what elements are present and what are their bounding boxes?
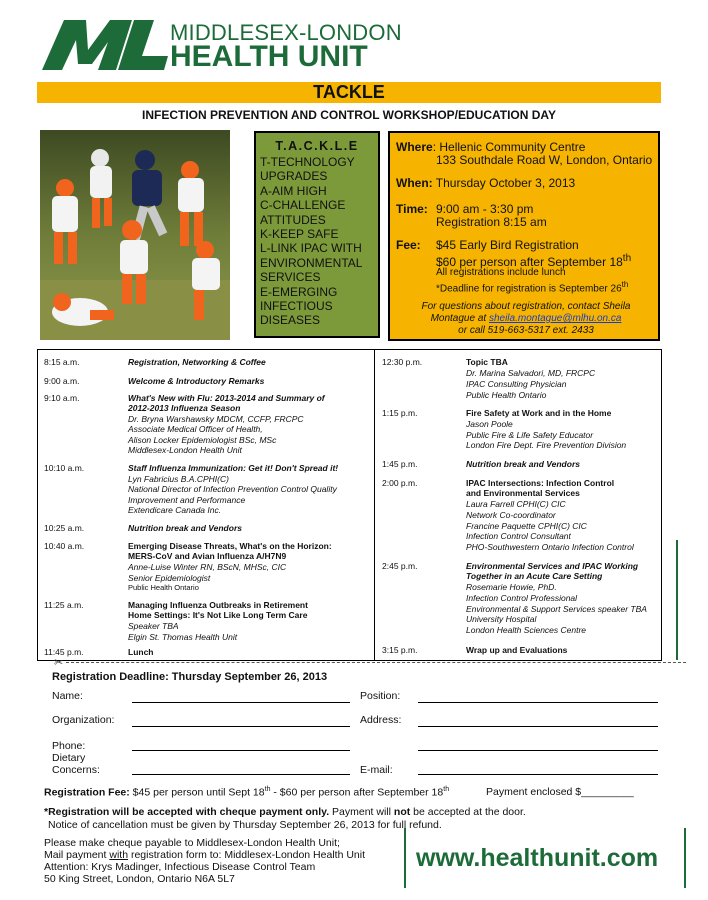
when-row <box>396 177 575 190</box>
organization-field[interactable] <box>132 726 350 727</box>
mail-line2-a: Mail payment <box>44 849 110 861</box>
schedule-detail: Improvement and Performance <box>128 495 246 505</box>
schedule-detail: Lyn Fabricius B.A.CPHI(C) <box>128 474 229 484</box>
phone-field[interactable] <box>132 750 350 751</box>
time-row <box>396 203 428 216</box>
schedule-time: 11:45 p.m. <box>44 647 84 657</box>
mail-instructions-line: 50 King Street, London, Ontario N6A 5L7 <box>44 873 235 885</box>
schedule-detail: Elgin St. Thomas Health Unit <box>128 632 238 642</box>
fee-label: Registration Fee: <box>44 786 130 799</box>
address-label: Address: <box>360 714 402 726</box>
schedule-detail: Dr. Marina Salvadori, MD, FRCPC <box>466 368 596 378</box>
schedule-time: 8:15 a.m. <box>44 357 80 367</box>
schedule-detail: Middlesex-London Health Unit <box>128 445 242 455</box>
mail-instructions-line: Please make cheque payable to Middlesex-London Health Unit; <box>44 837 340 849</box>
registration-fee-line <box>44 786 449 799</box>
schedule-time: 9:10 a.m. <box>44 393 80 403</box>
schedule-title: Registration, Networking & Coffee <box>128 357 266 367</box>
time-line1: 9:00 am - 3:30 pm <box>436 202 534 216</box>
schedule-time: 2:45 p.m. <box>382 561 418 571</box>
cheque-note-not: not <box>393 806 411 818</box>
registration-deadline: Registration Deadline: Thursday September 26, 2013 <box>52 671 328 683</box>
schedule-detail: Jason Poole <box>466 419 513 429</box>
logo-text-line2: HEALTH UNIT <box>170 40 368 73</box>
schedule-detail: Public Health Ontario <box>466 390 547 400</box>
where-line2: 133 Southdale Road W, London, Ontario <box>436 153 653 167</box>
schedule-title: Nutrition break and Vendors <box>128 523 242 533</box>
tackle-line: INFECTIOUS <box>260 299 333 314</box>
fee-text2: - $60 per person after September 18 <box>270 786 444 799</box>
tackle-line: L-LINK IPAC WITH <box>260 241 362 256</box>
football-players-photo <box>40 130 230 340</box>
tackle-line: C-CHALLENGE <box>260 198 346 213</box>
tackle-line: UPGRADES <box>260 169 328 184</box>
registration-questions <box>398 301 654 337</box>
when-label: When: <box>396 176 433 190</box>
schedule-time: 2:00 p.m. <box>382 478 418 488</box>
fee-label: Fee: <box>396 238 421 252</box>
cheque-note-text: Payment will <box>329 806 394 818</box>
schedule-detail: Associate Medical Officer of Health, <box>128 424 263 434</box>
green-rule <box>676 540 678 660</box>
dietary-concerns-field[interactable] <box>132 774 350 775</box>
schedule-detail: Francine Paquette CPHI(C) CIC <box>466 521 587 531</box>
cut-line <box>66 662 686 663</box>
mail-line2-with: with <box>109 849 129 861</box>
schedule-time: 10:10 a.m. <box>44 463 85 473</box>
phone-label: Phone: <box>52 740 86 752</box>
logo-text-line1: MIDDLESEX-LONDON <box>170 20 402 45</box>
tackle-line: SERVICES <box>260 270 321 285</box>
schedule-title: Wrap up and Evaluations <box>466 645 568 655</box>
event-info-box <box>388 131 660 341</box>
fee-row <box>396 239 421 252</box>
tackle-line: ENVIRONMENTAL <box>260 255 363 270</box>
schedule-detail: Extendicare Canada Inc. <box>128 505 222 515</box>
schedule-time: 12:30 p.m. <box>382 357 423 367</box>
email-label: E-mail: <box>360 764 393 776</box>
schedule-detail: Alison Locker Epidemiologist BSc, MSc <box>128 435 277 445</box>
mail-line2-b: registration form to: Middlesex-London Health Unit <box>128 849 365 861</box>
schedule-time: 3:15 p.m. <box>382 645 418 655</box>
questions-line2-prefix: Montague at <box>430 313 489 324</box>
schedule-detail: Anne-Luise Winter RN, BScN, MHSc, CIC <box>128 562 287 572</box>
cheque-note-bold: *Registration will be accepted with cheque payment only. <box>44 806 330 818</box>
schedule-title: MERS-CoV and Avian Influenza A/H7N9 <box>128 551 287 561</box>
schedule-detail: Public Health Ontario <box>128 583 199 592</box>
questions-line2 <box>398 313 654 325</box>
name-field[interactable] <box>132 702 350 703</box>
name-label: Name: <box>52 690 83 702</box>
schedule-time: 11:25 a.m. <box>44 600 84 610</box>
page-subtitle: INFECTION PREVENTION AND CONTROL WORKSHOP/EDUCATION DAY <box>141 108 557 122</box>
schedule-detail: Infection Control Consultant <box>466 531 571 541</box>
schedule-title: Nutrition break and Vendors <box>466 459 580 469</box>
schedule-title: Together in an Acute Care Setting <box>466 571 603 581</box>
schedule-title: Fire Safety at Work and in the Home <box>466 408 612 418</box>
dietary-label: Dietary <box>52 752 86 764</box>
contact-email-link[interactable]: sheila.montague@mlhu.on.ca <box>488 313 622 324</box>
fee-line2-superscript: th <box>622 253 632 264</box>
where-line1: Hellenic Community Centre <box>439 140 586 154</box>
tackle-line: DISEASES <box>260 313 321 328</box>
page-title: TACKLE <box>37 82 661 103</box>
fee-line3: All registrations include lunch <box>436 267 566 278</box>
schedule-detail: Network Co-coordinator <box>466 510 556 520</box>
schedule-title: Lunch <box>128 647 154 657</box>
schedule-detail: London Fire Dept. Fire Prevention Division <box>466 440 627 450</box>
organization-label: Organization: <box>52 714 115 726</box>
time-line2: Registration 8:15 am <box>436 215 547 229</box>
where-row: Where: Hellenic Community Centre <box>396 140 586 154</box>
schedule-title: Topic TBA <box>466 357 508 367</box>
schedule-title: IPAC Intersections: Infection Control <box>466 478 615 488</box>
mail-instructions-line <box>44 849 365 861</box>
schedule-detail: Environmental & Support Services speaker TBA <box>466 604 647 614</box>
questions-line1: For questions about registration, contact Sheila <box>421 301 631 312</box>
tackle-heading: T.A.C.K.L.E <box>275 139 359 153</box>
tackle-line: A-AIM HIGH <box>260 183 327 198</box>
tackle-line: E-EMERGING <box>260 284 338 299</box>
fee-line4: *Deadline for registration is September 26 <box>436 283 622 295</box>
health-unit-logo-icon <box>42 20 168 70</box>
cancellation-note: Notice of cancellation must be given by Thursday September 26, 2013 for full refund. <box>48 819 442 831</box>
schedule-time: 1:45 p.m. <box>382 459 418 469</box>
schedule-detail: Dr. Bryna Warshawsky MDCM, CCFP, FRCPC <box>128 414 304 424</box>
fee-superscript: th <box>443 786 450 793</box>
where-label: Where <box>396 140 433 154</box>
schedule-column-divider <box>374 349 375 661</box>
fee-superscript: th <box>264 786 271 793</box>
schedule-title: Home Settings: It's Not Like Long Term Care <box>128 610 308 620</box>
schedule-title: Managing Influenza Outbreaks in Retirement <box>128 600 308 610</box>
schedule-detail: PHO-Southwestern Ontario Infection Control <box>466 542 634 552</box>
when-value: Thursday October 3, 2013 <box>435 176 576 190</box>
schedule-title: and Environmental Services <box>466 488 580 498</box>
cheque-payment-note <box>44 806 526 818</box>
schedule-detail: University Hospital <box>466 614 537 624</box>
schedule-detail: Speaker TBA <box>128 621 179 631</box>
questions-line3: or call 519-663-5317 ext. 2433 <box>458 325 594 336</box>
schedule-detail: Public Fire & Life Safety Educator <box>466 430 594 440</box>
schedule-detail: National Director of Infection Prevention Control Quality <box>128 484 337 494</box>
fee-line1: $45 Early Bird Registration <box>436 238 579 252</box>
website-link[interactable]: www.healthunit.com <box>416 844 659 872</box>
fee-line4-superscript: th <box>621 280 629 289</box>
schedule-title: Staff Influenza Immunization: Get it! Don't Spread it! <box>128 463 339 473</box>
payment-enclosed-field[interactable]: Payment enclosed $_________ <box>486 786 634 798</box>
schedule-detail: London Health Sciences Centre <box>466 625 587 635</box>
scissors-icon: ✂ <box>54 657 64 669</box>
tackle-line: K-KEEP SAFE <box>260 227 339 242</box>
position-label: Position: <box>360 690 401 702</box>
schedule-time: 9:00 a.m. <box>44 376 80 386</box>
address-field-line2[interactable] <box>418 750 658 751</box>
schedule-title: Welcome & Introductory Remarks <box>128 376 265 386</box>
green-rule <box>404 828 406 888</box>
schedule-detail: IPAC Consulting Physician <box>466 379 567 389</box>
schedule-time: 1:15 p.m. <box>382 408 418 418</box>
schedule-title: What's New with Flu: 2013-2014 and Summary of <box>128 393 325 403</box>
tackle-line: ATTITUDES <box>260 212 326 227</box>
fee-text1: $45 per person until Sept 18 <box>129 786 265 799</box>
schedule-title: Environmental Services and IPAC Working <box>466 561 639 571</box>
email-field[interactable] <box>418 774 658 775</box>
green-rule <box>684 828 686 888</box>
schedule-title: 2012-2013 Influenza Season <box>128 403 241 413</box>
schedule-detail: Infection Control Professional <box>466 593 578 603</box>
schedule-detail: Senior Epidemiologist <box>128 573 211 583</box>
schedule-detail: Laura Farrell CPHI(C) CIC <box>466 499 566 509</box>
schedule-time: 10:25 a.m. <box>44 523 85 533</box>
tackle-acronym-box <box>254 131 380 338</box>
time-label: Time: <box>396 202 428 216</box>
concerns-label: Concerns: <box>52 764 100 776</box>
schedule-title: Emerging Disease Threats, What's on the Horizon: <box>128 541 332 551</box>
address-field[interactable] <box>418 726 658 727</box>
tackle-line: T-TECHNOLOGY <box>260 155 355 169</box>
mail-instructions-line: Attention: Krys Madinger, Infectious Disease Control Team <box>44 861 316 873</box>
fee-line4-row <box>436 278 628 295</box>
schedule-time: 10:40 a.m. <box>44 541 85 551</box>
schedule-detail: Rosemarie Howie, PhD. <box>466 582 557 592</box>
position-field[interactable] <box>418 702 658 703</box>
cheque-note-text: be accepted at the door. <box>410 806 526 818</box>
fee-line2: $60 per person after September 18 <box>436 255 623 269</box>
